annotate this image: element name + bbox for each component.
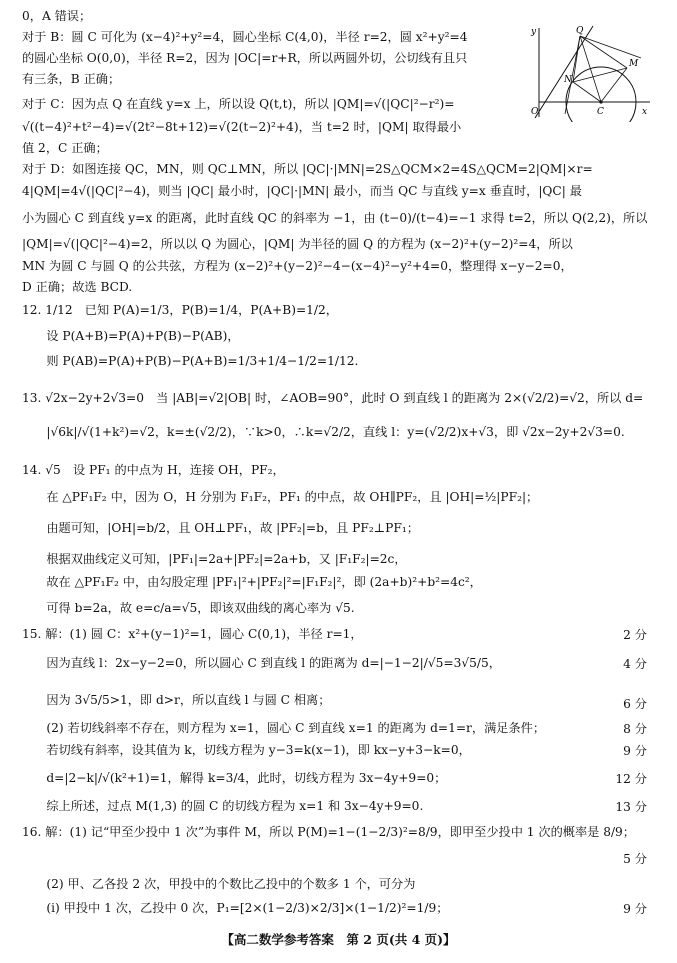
axis-y-label: y bbox=[531, 27, 537, 37]
text-line: 设 P(A+B)=P(A)+P(B)−P(AB)， bbox=[22, 329, 240, 343]
text-line: 4|QM|=4√(|QC|²−4)，则当 |QC| 最小时，|QC|·|MN| 最小，而当 QC 与直线 y=x 垂直时，|QC| 最 bbox=[22, 184, 582, 198]
text-line: d=|2−k|/√(k²+1)=1，解得 k=3/4，此时，切线方程为 3x−4y+9=0； bbox=[22, 771, 447, 785]
text-line: 综上所述，过点 M(1,3) 的圆 C 的切线方程为 x=1 和 3x−4y+9=0. bbox=[22, 799, 424, 813]
text-line: 0，A 错误； bbox=[22, 9, 92, 23]
text-line: MN 为圆 C 与圆 Q 的公共弦，方程为 (x−2)²+(y−2)²−4−(x−4)²−y²+4=0，整理得 x−y−2=0， bbox=[22, 259, 573, 273]
answer-13: 13. √2x−2y+2√3=0 当 |AB|=√2|OB| 时，∠AOB=90°，此时 O 到直线 l 的距离为 2×(√2/2)=√2，所以 d= bbox=[22, 391, 644, 405]
text-line: 则 P(AB)=P(A)+P(B)−P(A+B)=1/3+1/4−1/2=1/12. bbox=[22, 354, 359, 368]
text-line: √((t−4)²+t²−4)=√(2t²−8t+12)=√(2(t−2)²+4)，当 t=2 时，|QM| 取得最小 bbox=[22, 120, 462, 134]
text-line: 由题可知，|OH|=b/2，且 OH⊥PF₁，故 |PF₂|=b，且 PF₂⊥PF₁； bbox=[22, 521, 419, 535]
answer-16: 16. 解：(1) 记“甲至少投中 1 次”为事件 M，所以 P(M)=1−(1−2/3)²=8/9，即甲至少投中 1 次的概率是 8/9； bbox=[22, 825, 635, 839]
axis-x-label: x bbox=[642, 107, 648, 117]
text-line: D 正确；故选 BCD. bbox=[22, 280, 133, 294]
text-line: (2) 若切线斜率不存在，则方程为 x=1，圆心 C 到直线 x=1 的距离为 d=1=r，满足条件； bbox=[22, 721, 546, 735]
score-mark: 4 分 bbox=[623, 657, 647, 671]
score-mark: 13 分 bbox=[615, 800, 647, 814]
answer-14: 14. √5 设 PF₁ 的中点为 H，连接 OH，PF₂， bbox=[22, 463, 285, 477]
text-line: (2) 甲、乙各投 2 次，甲投中的个数比乙投中的个数多 1 个，可分为 bbox=[22, 877, 416, 891]
answer-15: 15. 解：(1) 圆 C：x²+(y−1)²=1，圆心 C(0,1)，半径 r=1， bbox=[22, 627, 363, 641]
text-line: 因为直线 l：2x−y−2=0，所以圆心 C 到直线 l 的距离为 d=|−1−2|/√5=3√5/5， bbox=[22, 656, 501, 670]
origin-label: O bbox=[531, 107, 539, 117]
text-line: 值 2，C 正确； bbox=[22, 141, 108, 155]
score-mark: 12 分 bbox=[615, 772, 647, 786]
score-mark: 6 分 bbox=[623, 697, 647, 711]
text-line: 故在 △PF₁F₂ 中，由勾股定理 |PF₁|²+|PF₂|²=|F₁F₂|²，即 (2a+b)²+b²=4c²， bbox=[22, 575, 482, 589]
point-N-label: N bbox=[564, 75, 572, 85]
geometry-figure bbox=[525, 22, 655, 122]
text-line: |√6k|/√(1+k²)=√2，k=±(√2/2)，∵k>0，∴k=√2/2，直线 l：y=(√2/2)x+√3，即 √2x−2y+2√3=0. bbox=[22, 425, 625, 439]
text-line: 根据双曲线定义可知，|PF₁|=2a+|PF₂|=2a+b，又 |F₁F₂|=2c， bbox=[22, 552, 407, 566]
page-footer: 【高二数学参考答案 第 2 页(共 4 页)】 bbox=[221, 932, 456, 947]
text-line: 因为 3√5/5>1，即 d>r，所以直线 l 与圆 C 相离； bbox=[22, 693, 331, 707]
text-line: 对于 D：如图连接 QC，MN，则 QC⊥MN，所以 |QC|·|MN|=2S△QCM×2=4S△QCM=2|QM|×r= bbox=[22, 162, 593, 176]
score-mark: 2 分 bbox=[623, 628, 647, 642]
text-line: 对于 C：因为点 Q 在直线 y=x 上，所以设 Q(t,t)，所以 |QM|=√(|QC|²−r²)= bbox=[22, 97, 455, 111]
score-mark: 9 分 bbox=[623, 902, 647, 916]
text-line: 可得 b=2a，故 e=c/a=√5，即该双曲线的离心率为 √5. bbox=[22, 601, 355, 615]
text-line: 的圆心坐标 O(0,0)，半径 R=2，因为 |OC|=r+R，所以两圆外切，公切线有且只 bbox=[22, 51, 468, 65]
point-M-label: M bbox=[629, 59, 639, 69]
text-line: 对于 B：圆 C 可化为 (x−4)²+y²=4，圆心坐标 C(4,0)，半径 r=2，圆 x²+y²=4 bbox=[22, 30, 468, 44]
text-line: 若切线有斜率，设其值为 k，切线方程为 y−3=k(x−1)，即 kx−y+3−k=0， bbox=[22, 743, 471, 757]
text-line: (i) 甲投中 1 次，乙投中 0 次，P₁=[2×(1−2/3)×2/3]×(1−1/2)²=1/9； bbox=[22, 901, 449, 915]
text-line: 有三条，B 正确； bbox=[22, 72, 121, 86]
score-mark: 8 分 bbox=[623, 722, 647, 736]
text-line: 小为圆心 C 到直线 y=x 的距离，此时直线 QC 的斜率为 −1，由 (t−0)/(t−4)=−1 求得 t=2，所以 Q(2,2)，所以 bbox=[22, 211, 648, 225]
score-mark: 5 分 bbox=[623, 852, 647, 866]
text-line: 在 △PF₁F₂ 中，因为 O，H 分别为 F₁F₂，PF₁ 的中点，故 OH∥PF₂，且 |OH|=½|PF₂|； bbox=[22, 490, 539, 504]
score-mark: 9 分 bbox=[623, 744, 647, 758]
point-Q-label: Q bbox=[576, 26, 584, 36]
point-C-label: C bbox=[597, 107, 604, 117]
answer-12: 12. 1/12 已知 P(A)=1/3，P(B)=1/4，P(A+B)=1/2， bbox=[22, 303, 338, 317]
text-line: |QM|=√(|QC|²−4)=2，所以以 Q 为圆心，|QM| 为半径的圆 Q 的方程为 (x−2)²+(y−2)²=4，所以 bbox=[22, 237, 573, 251]
